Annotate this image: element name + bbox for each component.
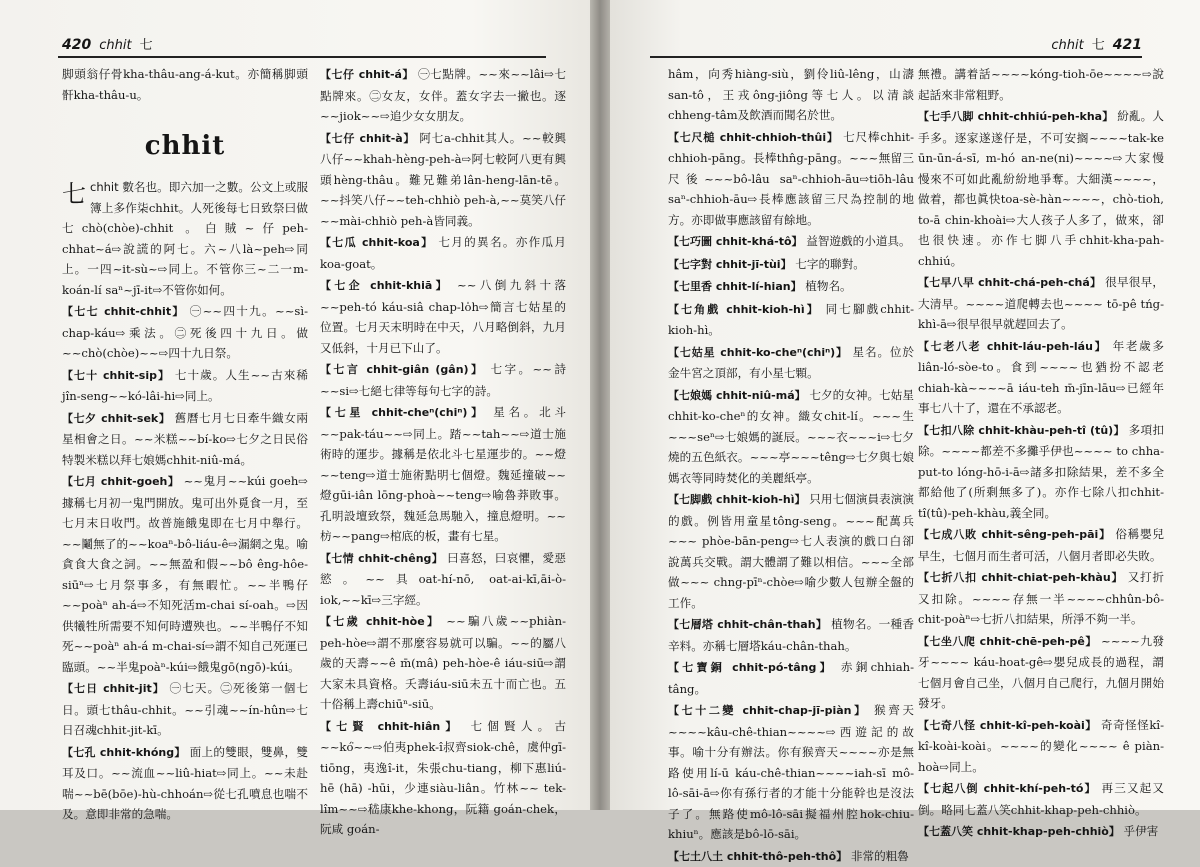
right-column-1 bbox=[668, 64, 914, 794]
dictionary-entry bbox=[668, 614, 914, 656]
entry-headword: 【七老八老 chhit-láu-peh-láu】 bbox=[918, 340, 1107, 353]
running-head-word-right: chhit bbox=[1051, 38, 1083, 53]
lead-definition: 數名也。即六加一之數。公文上或服簿上多作柒chhit。人死後每七日致祭曰做七chò(chòe)-chhit 。白賊~仔peh-chhat~á⇨說謊的阿七。六~八là~peh⇨同上。一四~it-sù~⇨同上。不管你三~二一m-koán-lí saⁿ~jī-it⇨不管你如何。 bbox=[62, 180, 308, 297]
entry-definition: 七夕的女神。七姑星chhit-ko-cheⁿ的女神。織女chit-lí。~~~生~~~seⁿ⇨七娘媽的誕辰。~~~衣~~~i⇨七夕燒的五色紙衣。~~~亭~~~têng⇨七夕與七娘媽衣等同時焚化的美麗紙亭。 bbox=[668, 388, 914, 485]
entry-definition: 多項扣除。~~~~都差不多攤乎伊也~~~~ to chha-put-to lóng-hō-i-ā⇨諸多扣除結果，差不多全都給他了(所剩無多了)。亦作七除八扣chhit-tî(tû)-peh-khàu,義全同。 bbox=[918, 423, 1164, 520]
entry-headword: 【七星 chhit-cheⁿ(chiⁿ)】 bbox=[320, 406, 486, 419]
entry-headword: 【七手八脚 chhit-chhiú-peh-kha】 bbox=[918, 110, 1113, 123]
running-head-word-left: chhit bbox=[99, 38, 131, 53]
dictionary-entry bbox=[668, 489, 914, 613]
entry-definition: 奇奇怪怪kî-kî-koài-koài。~~~~的變化~~~~ ê piàn-hoà⇨同上。 bbox=[918, 718, 1164, 774]
entry-definition: 植物名。一種香辛料。亦稱七層塔káu-chân-thah。 bbox=[668, 617, 914, 653]
entry-headword: 【七成八敗 chhit-sêng-peh-pāi】 bbox=[918, 528, 1111, 541]
dictionary-entry bbox=[668, 127, 914, 231]
entry-definition: 星名。北斗~~pak-táu~~⇨同上。踏~~tah~~⇨道士施術時的運步。據稱是依北斗七星運步的。~~燈~~teng⇨道士施術點明七個燈。魏延撞破~~燈gūi-iân lōng-phoà~~teng⇨喻魯莽敗事。孔明設壇致祭，魏延急馬馳入，撞息燈明。~~枋~~pang⇨棺底的板，畫有七星。 bbox=[320, 405, 566, 543]
dictionary-entry bbox=[62, 471, 308, 677]
dictionary-entry bbox=[668, 846, 914, 867]
entry-definition: 七字。~~詩~~si⇨七絕七律等每句七字的詩。 bbox=[320, 362, 566, 398]
entry-headword: 【七言 chhit-giân (gân)】 bbox=[320, 363, 484, 376]
entry-definition: 曰喜怒，曰哀懼，愛惡慾。~~具oat-hí-nō, oat-ai-kī,āi-ò-iok,~~kī⇨三字經。 bbox=[320, 551, 566, 607]
entry-list bbox=[62, 301, 308, 825]
entry-definition: 只用七個演員表演演的戲。例皆用童星tông-seng。~~~配萬兵~~~ phòe-bān-peng⇨七人表演的戲口白卻說萬兵交戰。謂大體謂了難以相信。~~~全部做~~~ chng-pīⁿ-chòe⇨喻少數人包辦全盤的工作。 bbox=[668, 492, 914, 610]
entry-headword: 【七角戲 chhit-kioh-hì】 bbox=[668, 303, 820, 316]
dictionary-entry bbox=[320, 128, 566, 232]
entry-headword: 【七字對 chhit-jī-tùi】 bbox=[668, 258, 792, 271]
entry-definition: 同七腳戲chhit-kioh-hì。 bbox=[668, 302, 914, 338]
entry-headword: 【七脚戲 chhit-kioh-hì】 bbox=[668, 493, 806, 506]
dictionary-entry bbox=[668, 231, 914, 253]
dictionary-entry bbox=[668, 276, 914, 298]
entry-headword: 【七瓜 chhit-koa】 bbox=[320, 236, 433, 249]
left-column-1 bbox=[62, 64, 308, 794]
entry-definition: ~~騙八歲~~phiàn-peh-hòe⇨謂不那麼容易就可以騙。~~的屬八歲的天壽~~ê m̄(mâ) peh-hòe-ê iáu-siū⇨謂大家未具資格。夭壽iáu-siū未五十而亡也。五十俗稱上壽chiūⁿ-siū。 bbox=[320, 614, 566, 711]
entry-headword: 【七坐八爬 chhit-chē-peh-pê】 bbox=[918, 635, 1097, 648]
dictionary-entry bbox=[918, 106, 1164, 271]
dictionary-entry bbox=[320, 359, 566, 401]
entry-definition: 七月的異名。亦作瓜月koa-goat。 bbox=[320, 235, 566, 271]
entry-headword: 【七十二變 chhit-chap-jī-piàn】 bbox=[668, 704, 868, 717]
dictionary-entry bbox=[918, 821, 1164, 843]
right-column-2 bbox=[918, 64, 1164, 794]
entry-definition: ~~鬼月~~kúi goeh⇨據稱七月初一鬼門開放。鬼可出外覓食一月，至七月末日收門。故普施餓鬼即在七月中舉行。~~鬮無了的~~koaⁿ-bô-liáu-ê⇨漏網之鬼。喻貪食大食之詞。~~無盈和假~~bô êng-hôe-siūⁿ⇨七月祭事多，有無暇忙。~~半鴨仔~~poàⁿ ah-á⇨不知死活m-chai sí-oah。⇨因供犧牲所需要不知何時遭殃也。~~半鴨仔不知死~~poàⁿ ah-á m-chai-sí⇨謂不知自己死運已臨頭。~~半鬼poàⁿ-kúi⇨餓鬼gō(ngō)-kúi。 bbox=[62, 474, 308, 674]
entry-list bbox=[668, 127, 914, 867]
entry-headword: 【七奇八怪 chhit-kî-peh-koài】 bbox=[918, 719, 1097, 732]
dictionary-entry bbox=[320, 611, 566, 715]
running-head-right bbox=[1051, 34, 1142, 54]
entry-definition: 猴齊天~~~~kâu-chê-thian~~~~⇨西遊記的故事。喻十分有辦法。你有猴齊天~~~~亦是無路使用lí-ū káu-chê-thian~~~~iah-sī mô-lô-sāi-ā⇨你有孫行者的才能十分能幹也是沒法子了。無路使mô-lô-sāi擬福州腔hok-chiu-khiuⁿ。應該是bô-lō-sāi。 bbox=[668, 703, 914, 841]
dictionary-entry bbox=[320, 232, 566, 274]
entry-definition: 舊曆七月七日牽牛織女兩星相會之日。~~米糕~~bí-ko⇨七夕之日民俗特製米糕以拜七娘媽chhit-niû-má。 bbox=[62, 411, 308, 467]
entry-list bbox=[918, 106, 1164, 843]
lead-char: 七 bbox=[62, 181, 86, 207]
entry-headword: 【七仔 chhit-á】 bbox=[320, 68, 414, 81]
book-gutter bbox=[590, 0, 610, 810]
dictionary-entry bbox=[62, 408, 308, 471]
entry-headword: 【七折八扣 chhit-chiat-peh-khàu】 bbox=[918, 571, 1123, 584]
entry-headword: 【七情 chhit-chêng】 bbox=[320, 552, 443, 565]
entry-headword: 【七企 chhit-khiā】 bbox=[320, 279, 450, 292]
entry-definition: 七十歲。人生~~古來稀jîn-seng~~kó-lâi-hi⇨同上。 bbox=[62, 368, 308, 404]
dictionary-entry bbox=[918, 631, 1164, 714]
entry-headword: 【七賢 chhit-hiân】 bbox=[320, 720, 462, 733]
dictionary-entry bbox=[62, 365, 308, 407]
entry-headword: 【七歲 chhit-hòe】 bbox=[320, 615, 440, 628]
dictionary-entry bbox=[62, 742, 308, 825]
section-headword: chhit bbox=[62, 131, 308, 161]
entry-definition: ㊀~~四十九。~~sì-chap-káu⇨乘法。㊁死後四十九日。做~~chò(chòe)~~⇨四十九日祭。 bbox=[62, 304, 308, 360]
entry-definition: 再三又起又倒。略同七蓋八笑chhit-khap-peh-chhiò。 bbox=[918, 781, 1164, 817]
dictionary-entry bbox=[918, 336, 1164, 419]
entry-headword: 【七孔 chhit-khóng】 bbox=[62, 746, 186, 759]
entry-headword: 【七扣八除 chhit-khàu-peh-tî (tû)】 bbox=[918, 424, 1125, 437]
entry-headword: 【七寶銅 chhit-pó-tâng】 bbox=[668, 661, 834, 674]
dictionary-entry bbox=[320, 402, 566, 547]
entry-headword: 【七尺槌 chhit-chhioh-thûi】 bbox=[668, 131, 839, 144]
entry-headword: 【七夕 chhit-sek】 bbox=[62, 412, 170, 425]
lead-word: chhit bbox=[90, 180, 119, 194]
dictionary-entry bbox=[668, 254, 914, 276]
entry-headword: 【七層塔 chhit-chân-thah】 bbox=[668, 618, 827, 631]
continuation-text: 脚頭翁仔骨kha-thâu-ang-á-kut。亦簡稱脚頭骭kha-thâu-u。 bbox=[62, 64, 308, 105]
entry-definition: ㊀七點牌。~~來~~lâi⇨七點牌來。㊁女友，女伴。蓋女字去一撇也。逐~~jiok~~⇨追少女女朋友。 bbox=[320, 67, 566, 123]
entry-headword: 【七里香 chhit-lí-hian】 bbox=[668, 280, 802, 293]
entry-headword: 【七土八土 chhit-thô-peh-thô】 bbox=[668, 850, 847, 863]
entry-definition: 年老歲多liân-ló-sòe-to。食到~~~~也猶扮不認老chiah-kà~~~~ā iáu-teh m̄-jīn-lāu⇨已經年事七八十了，還在不承認老。 bbox=[918, 339, 1164, 416]
entry-definition: 赤銅chhiah-tâng。 bbox=[668, 660, 914, 696]
dictionary-entry bbox=[918, 272, 1164, 335]
dictionary-entry bbox=[668, 700, 914, 845]
running-head-left bbox=[62, 34, 153, 54]
right-page bbox=[610, 0, 1200, 810]
entry-definition: 植物名。 bbox=[805, 279, 851, 293]
entry-definition: 星名。位於金牛宮之頂部，有小星七顆。 bbox=[668, 345, 914, 381]
entry-headword: 【七日 chhit-jit】 bbox=[62, 682, 165, 695]
dictionary-entry bbox=[62, 678, 308, 741]
entry-definition: 七個賢人。古~~kó͘~~⇨伯夷phek-î叔齊siok-chê，虞仲gī-tiōng，夷逸î-it，朱張chu-tiang，柳下惠liú-hē (hā) -hūi，少連siàu-liân。竹林~~ tek-lîm~~⇨嵇康khe-khong，阮籍 goán-chek，阮咸 goán- bbox=[320, 719, 566, 837]
entry-headword: 【七娘媽 chhit-niû-má】 bbox=[668, 389, 806, 402]
dictionary-entry bbox=[320, 548, 566, 611]
page-number-left: 420 bbox=[62, 37, 91, 53]
entry-definition: ~~八倒九斜十落~~peh-tó káu-siâ chap-lo̍h⇨簡言七姑星的位置。七月天末明時在中天，八月略倒斜，九月又低斜，十月已下山了。 bbox=[320, 278, 566, 355]
header-rule-left bbox=[58, 56, 546, 58]
dictionary-entry bbox=[918, 420, 1164, 524]
entry-definition: 非常的粗魯 bbox=[851, 849, 909, 863]
dictionary-entry bbox=[62, 301, 308, 364]
entry-headword: 【七七 chhit-chhit】 bbox=[62, 305, 185, 318]
entry-headword: 【七起八倒 chhit-khí-peh-tó】 bbox=[918, 782, 1097, 795]
entry-definition: ~~~~九發牙~~~~ káu-hoat-gê⇨嬰兒成長的過程，謂七個月會自己坐，八個月自己爬行，九個月開始發牙。 bbox=[918, 634, 1164, 711]
entry-headword: 【七十 chhit-sip】 bbox=[62, 369, 170, 382]
entry-definition: 很早很早，大清早。~~~~道爬轉去也~~~~ tō-pê tńg-khì-ā⇨很早很早就趕回去了。 bbox=[918, 275, 1164, 331]
page-number-right: 421 bbox=[1113, 37, 1142, 53]
entry-definition: 面上的雙眼，雙鼻，雙耳及口。~~流血~~liû-hiat⇨同上。~~未赴喘~~bē(bōe)-hù-chhoán⇨從七孔噴息也喘不及。意即非常的急喘。 bbox=[62, 745, 308, 822]
continuation-text: 無禮。講着話~~~~kóng-tioh-ōe~~~~⇨說起話來非常粗野。 bbox=[918, 64, 1164, 105]
dictionary-entry bbox=[918, 524, 1164, 566]
dictionary-entry bbox=[320, 64, 566, 127]
entry-headword: 【七仔 chhit-à】 bbox=[320, 132, 415, 145]
left-page bbox=[0, 0, 590, 810]
lead-entry bbox=[62, 177, 308, 300]
entry-definition: 阿七a-chhit其人。~~較興八仔~~khah-hèng-peh-à⇨阿七較阿八更有興頭hèng-thâu。難兄難弟lân-heng-lān-tē。~~抖笑八仔~~teh-chhiò peh-à,~~莫笑八仔~~mài-chhiò peh-à皆同義。 bbox=[320, 131, 566, 228]
entry-headword: 【七月 chhit-goeh】 bbox=[62, 475, 179, 488]
header-rule-right bbox=[650, 56, 1142, 58]
entry-headword: 【七蓋八笑 chhit-khap-peh-chhiò】 bbox=[918, 825, 1120, 838]
dictionary-entry bbox=[320, 716, 566, 840]
entry-definition: 益智遊戲的小道具。 bbox=[806, 234, 910, 248]
dictionary-entry bbox=[918, 778, 1164, 820]
entry-definition: 乎伊害 bbox=[1124, 824, 1159, 838]
entry-definition: 又打折又扣除。~~~~存無一半~~~~chhûn-bô-chit-poàⁿ⇨七折八扣結果，所淨不夠一半。 bbox=[918, 570, 1164, 626]
dictionary-entry bbox=[918, 715, 1164, 778]
dictionary-entry bbox=[668, 299, 914, 341]
entry-definition: 七尺棒chhit-chhioh-pāng。長棒thn̂g-pāng。~~~無留三尺後~~~bô-lâu saⁿ-chhioh-āu⇨tiōh-lâu saⁿ-chhioh-āu⇨長棒應該留三尺為控制的地方。亦即做事應該留有餘地。 bbox=[668, 130, 914, 227]
entry-definition: 俗稱嬰兒早生，七個月而生者可活，八個月者即必失敗。 bbox=[918, 527, 1164, 563]
dictionary-entry bbox=[668, 657, 914, 699]
entry-headword: 【七早八早 chhit-chá-peh-chá】 bbox=[918, 276, 1101, 289]
continuation-text: hâm，向秀hiàng-siù，劉伶liû-lêng，山濤san-tô，王戎ông-jiông等七人。以清談chheng-tâm及飲酒而聞名於世。 bbox=[668, 64, 914, 126]
entry-definition: ㊀七天。㊁死後第一個七日。頭七thâu-chhit。~~引魂~~ín-hûn⇨七日召魂chhit-jit-kī。 bbox=[62, 681, 308, 737]
dictionary-entry bbox=[668, 385, 914, 489]
left-column-2 bbox=[320, 64, 566, 794]
entry-definition: 紛亂。人手多。逐家遂遂仔是，不可安搁~~~~tak-ke ūn-ūn-á-sī, m-hó an-ne(ni)~~~~⇨大家慢慢來不可如此亂紛紛地爭奪。大細漢~~~~，做着，都也眞快toa-sè-hàn~~~~，chò-tioh, to-ā chin-khoài⇨大人孩子人多了，做來，卻也很快速。亦作七脚八手chhit-kha-pah-chhiú。 bbox=[918, 109, 1164, 268]
dictionary-entry bbox=[320, 275, 566, 358]
entry-list bbox=[320, 64, 566, 840]
running-head-char-right: 七 bbox=[1092, 34, 1105, 53]
dictionary-entry bbox=[668, 342, 914, 384]
entry-headword: 【七姑星 chhit-ko-cheⁿ(chiⁿ)】 bbox=[668, 346, 848, 359]
entry-definition: 七字的聯對。 bbox=[795, 257, 865, 271]
dictionary-entry bbox=[918, 567, 1164, 630]
running-head-char-left: 七 bbox=[140, 34, 153, 53]
entry-headword: 【七巧圖 chhit-khá-tô】 bbox=[668, 235, 803, 248]
